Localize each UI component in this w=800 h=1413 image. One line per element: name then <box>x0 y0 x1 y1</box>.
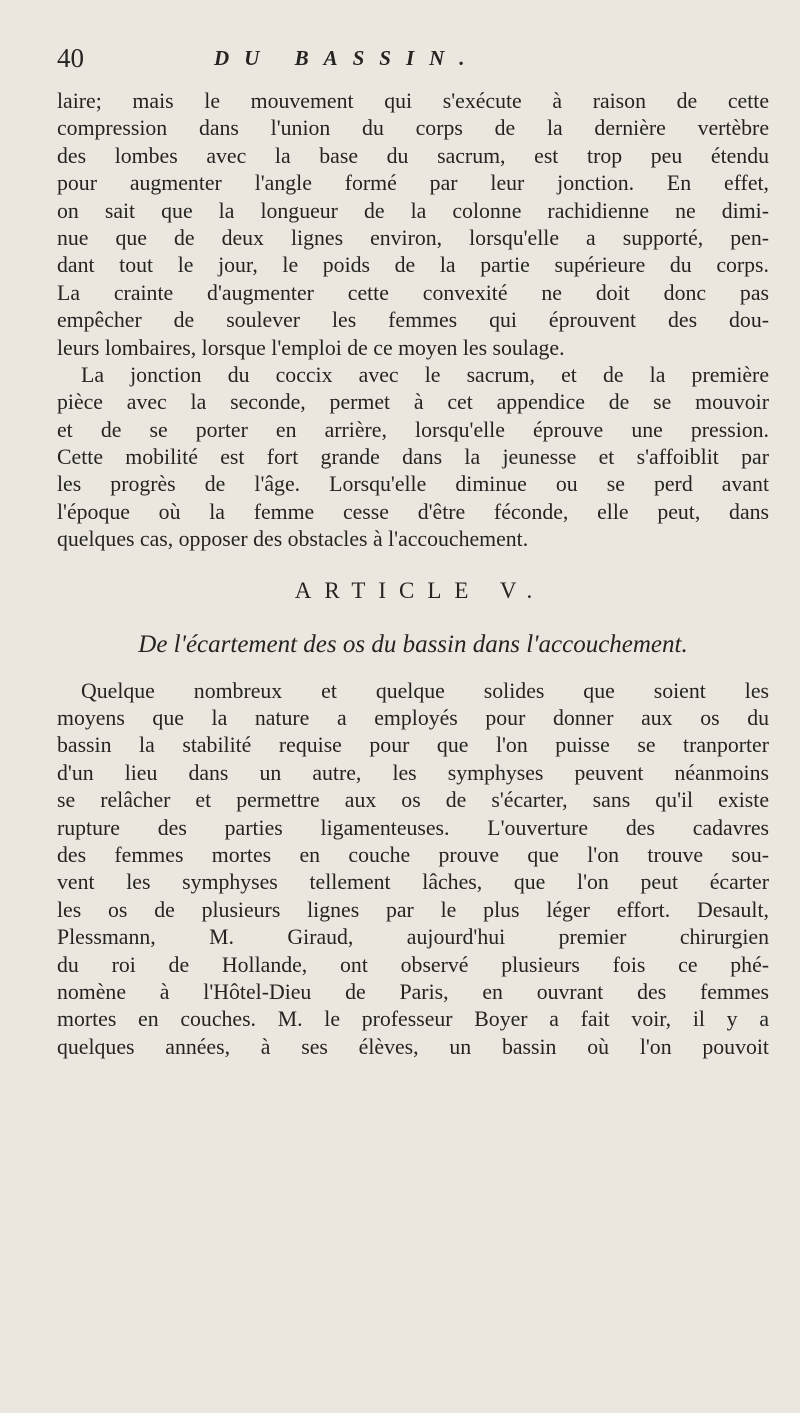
text-line: laire; mais le mouvement qui s'exécute à raison de cette <box>57 89 769 113</box>
text-line: nomène à l'Hôtel-Dieu de Paris, en ouvrant des femmes <box>57 979 769 1004</box>
text-line: compression dans l'union du corps de la dernière vertèbre <box>57 116 769 141</box>
text-line: des lombes avec la base du sacrum, est trop peu étendu <box>57 143 769 168</box>
text-line: dant tout le jour, le poids de la partie supérieure du corps. <box>57 253 769 278</box>
paragraph-2 <box>57 362 769 554</box>
paragraph-1 <box>57 88 769 362</box>
text-line: mortes en couches. M. le professeur Boyer a fait voir, il y a <box>57 1007 769 1032</box>
text-line: quelques années, à ses élèves, un bassin où l'on pouvoit <box>57 1034 769 1059</box>
page-number: 40 <box>57 43 84 73</box>
text-line: on sait que la longueur de la colonne rachidienne ne dimi- <box>57 198 769 223</box>
text-line: quelques cas, opposer des obstacles à l'accouchement. <box>57 527 529 552</box>
text-line: nue que de deux lignes environ, lorsqu'elle a supporté, pen- <box>57 225 769 250</box>
section-title: De l'écartement des os du bassin dans l'accouchement. <box>138 630 688 658</box>
text-line: La crainte d'augmenter cette convexité ne doit donc pas <box>57 280 769 305</box>
text-line: pièce avec la seconde, permet à cet appendice de se mouvoir <box>57 390 769 415</box>
page-body <box>57 88 769 1061</box>
text-line: des femmes mortes en couche prouve que l'on trouve sou- <box>57 842 769 867</box>
text-line: pour augmenter l'angle formé par leur jonction. En effet, <box>57 171 769 196</box>
text-line: Quelque nombreux et quelque solides que soient les <box>81 678 769 703</box>
text-line: et de se porter en arrière, lorsqu'elle éprouve une pression. <box>57 417 769 442</box>
running-head-title: DU BASSIN. <box>214 46 480 70</box>
text-line: se relâcher et permettre aux os de s'écarter, sans qu'il existe <box>57 788 769 813</box>
text-line: leurs lombaires, lorsque l'emploi de ce moyen les soulage. <box>57 335 565 360</box>
running-head <box>57 40 747 76</box>
text-line: les progrès de l'âge. Lorsqu'elle diminue ou se perd avant <box>57 472 769 497</box>
text-line: empêcher de soulever les femmes qui éprouvent des dou- <box>57 308 769 333</box>
text-line: l'époque où la femme cesse d'être féconde, elle peut, dans <box>57 499 769 524</box>
text-line: moyens que la nature a employés pour donner aux os du <box>57 706 769 731</box>
text-line: d'un lieu dans un autre, les symphyses peuvent néanmoins <box>57 760 769 785</box>
text-line: du roi de Hollande, ont observé plusieurs fois ce phé- <box>57 952 769 977</box>
article-heading: ARTICLE V. <box>294 577 546 603</box>
text-line: Plessmann, M. Giraud, aujourd'hui premier chirurgien <box>57 925 769 950</box>
text-line: les os de plusieurs lignes par le plus léger effort. Desault, <box>57 897 769 922</box>
text-line: La jonction du coccix avec le sacrum, et de la première <box>81 362 769 387</box>
text-line: bassin la stabilité requise pour que l'on puisse se tranporter <box>57 733 769 758</box>
text-line: rupture des parties ligamenteuses. L'ouverture des cadavres <box>57 815 769 840</box>
paragraph-3 <box>57 678 769 1061</box>
text-line: vent les symphyses tellement lâches, que l'on peut écarter <box>57 870 769 895</box>
text-line: Cette mobilité est fort grande dans la jeunesse et s'affoiblit par <box>57 445 769 470</box>
